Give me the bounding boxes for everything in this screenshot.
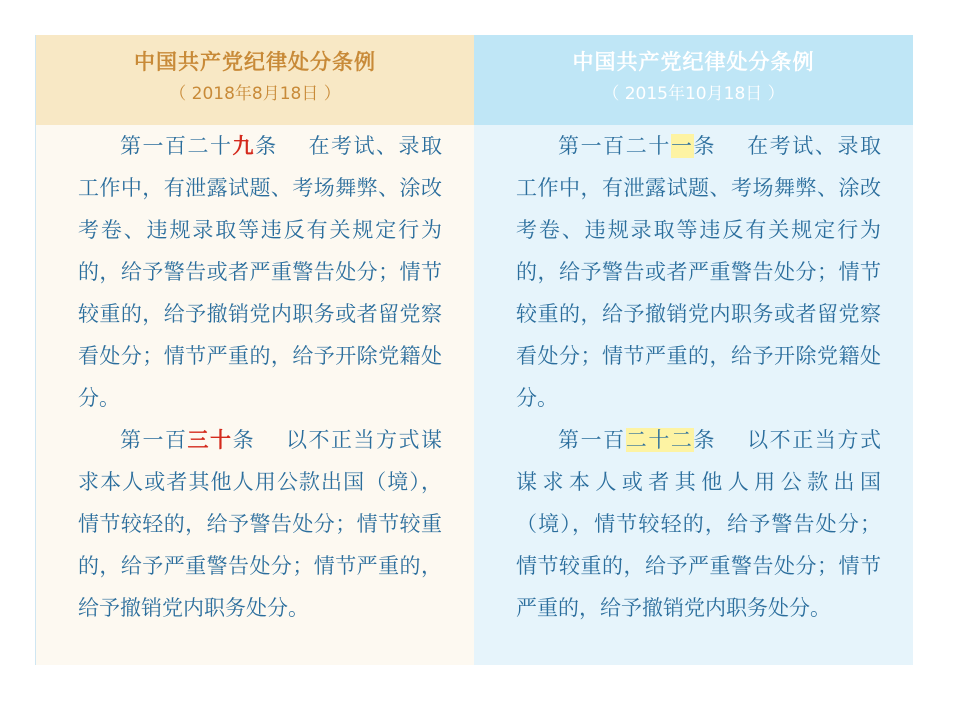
right-article-2 bbox=[516, 419, 881, 629]
highlighted-article-number: 一 bbox=[670, 134, 694, 158]
article-number-suffix: 条 bbox=[232, 428, 256, 452]
article-text: 以不正当方式谋求本人或者其他人用公款出国（境），情节较轻的，给予警告处分；情节较重的，给予严重警告处分；情节严重的，给予撤销党内职务处分。 bbox=[78, 428, 443, 620]
right-title: 中国共产党纪律处分条例 bbox=[572, 50, 815, 74]
right-column-2015 bbox=[474, 35, 913, 665]
left-header bbox=[36, 35, 474, 125]
right-date: （ 2015年10月18日 ） bbox=[602, 84, 785, 104]
left-article-2 bbox=[78, 419, 442, 629]
article-text: 在考试、录取工作中，有泄露试题、考场舞弊、涂改考卷、违规录取等违反有关规定行为的，给予警告或者严重警告处分；情节较重的，给予撤销党内职务或者留党察看处分；情节严重的，给予开除党籍处分。 bbox=[78, 134, 443, 410]
article-number-prefix: 第一百 bbox=[558, 428, 626, 452]
left-body bbox=[36, 125, 474, 629]
article-text: 在考试、录取工作中，有泄露试题、考场舞弊、涂改考卷、违规录取等违反有关规定行为的，给予警告或者严重警告处分；情节较重的，给予撤销党内职务或者留党察看处分；情节严重的，给予开除党籍处分。 bbox=[516, 134, 882, 410]
changed-article-number: 三十 bbox=[187, 428, 233, 452]
right-header bbox=[474, 35, 913, 125]
left-column-2018 bbox=[35, 35, 474, 665]
right-body bbox=[474, 125, 913, 629]
changed-article-number: 九 bbox=[232, 134, 256, 158]
article-number-suffix: 条 bbox=[255, 134, 278, 158]
left-article-1 bbox=[78, 125, 442, 419]
article-text: 以不正当方式谋求本人或者其他人用公款出国（境），情节较轻的，给予警告处分；情节较重的，给予严重警告处分；情节严重的，给予撤销党内职务处分。 bbox=[516, 428, 882, 620]
highlighted-article-number: 二十二 bbox=[625, 428, 694, 452]
right-article-1 bbox=[516, 125, 881, 419]
article-number-prefix: 第一百 bbox=[120, 428, 188, 452]
left-title: 中国共产党纪律处分条例 bbox=[134, 50, 376, 74]
article-number-suffix: 条 bbox=[693, 428, 717, 452]
article-number-prefix: 第一百二十 bbox=[120, 134, 233, 158]
left-date: （ 2018年8月18日 ） bbox=[169, 84, 341, 104]
article-number-prefix: 第一百二十 bbox=[558, 134, 671, 158]
article-number-suffix: 条 bbox=[693, 134, 717, 158]
